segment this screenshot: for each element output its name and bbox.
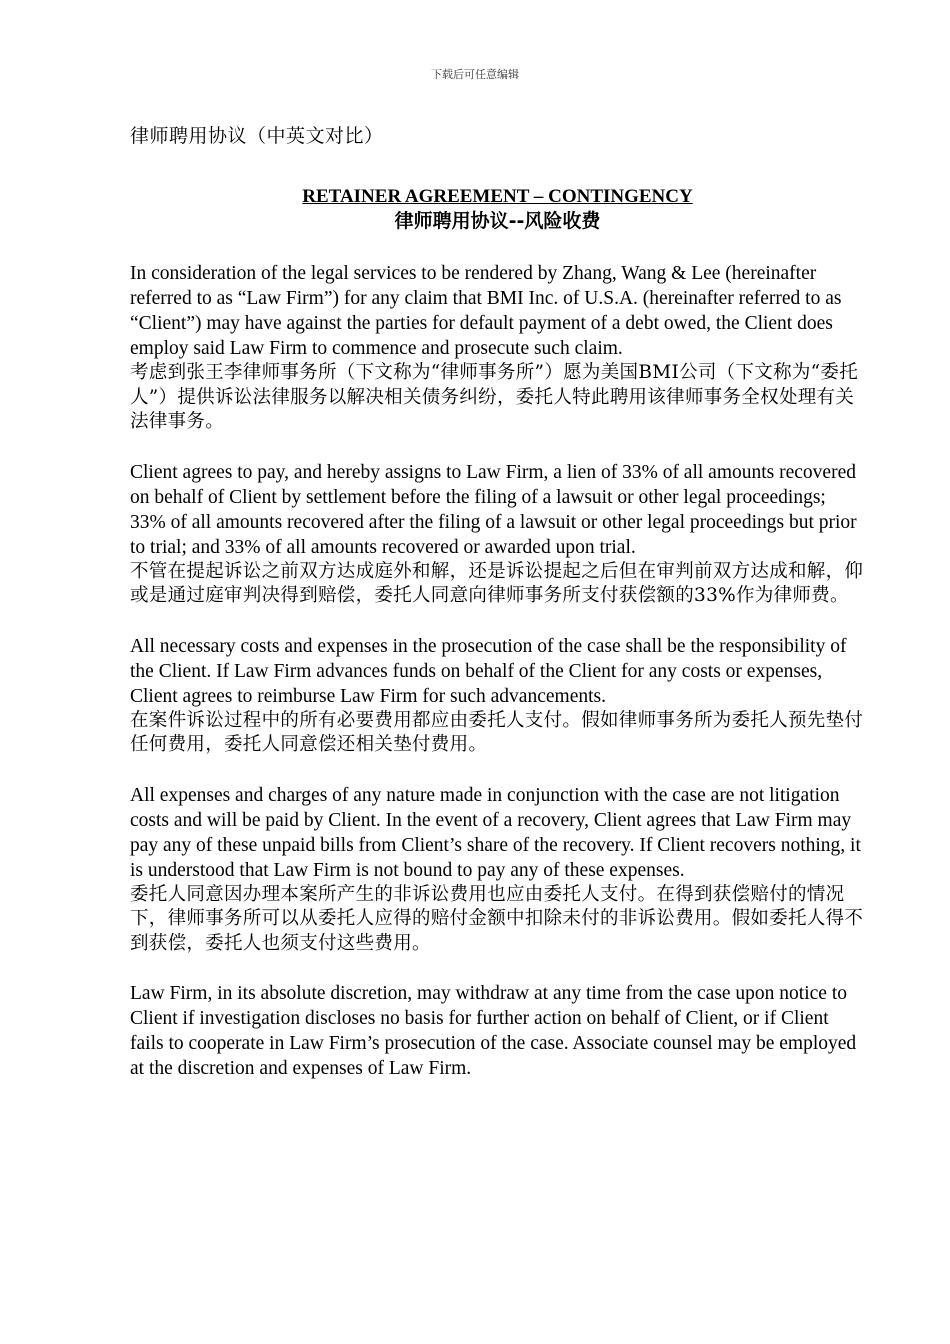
clause-engagement [130,261,865,435]
clause-fee-lien [130,460,865,609]
agreement-title-chinese: 律师聘用协议--风险收费 [394,210,601,232]
clause-expenses [130,783,865,957]
clause-chinese-text: 在案件诉讼过程中的所有必要费用都应由委托人支付。假如律师事务所为委托人预先垫付任何费用，委托人同意偿还相关垫付费用。 [130,709,864,755]
agreement-title-english: RETAINER AGREEMENT – CONTINGENCY [302,186,693,207]
clause-withdrawal [130,981,865,1081]
header-note: 下载后可任意编辑 [431,68,519,81]
clause-english-text: In consideration of the legal services to be rendered by Zhang, Wang & Lee (hereinafter referred to as “Law Firm”) for any claim that BMI Inc. of U.S.A. (hereinafter referred to as “Client”) may have against the parties for default payment of a debt owed, the Client does employ said Law Firm to commence and prosecute such claim. [130,263,842,359]
clause-english-text: Law Firm, in its absolute discretion, may withdraw at any time from the case upon notice to Client if investigation discloses no basis for further action on behalf of Client, or if Client fails to cooperate in Law Firm’s prosecution of the case. Associate counsel may be employed at the discretion and expenses of Law Firm. [130,983,857,1079]
document-body [130,123,865,1106]
clause-english-text: Client agrees to pay, and hereby assigns to Law Firm, a lien of 33% of all amounts recovered on behalf of Client by settlement before the filing of a lawsuit or other legal proceedings; 33% of all amounts recovered after the filing of a lawsuit or other legal proceedings but prior to trial; and 33% of all amounts recovered or awarded upon trial. [130,461,857,558]
clause-costs [130,634,865,758]
clause-english-text: All expenses and charges of any nature made in conjunction with the case are not litigation costs and will be paid by Client. In the event of a recovery, Client agrees that Law Firm may pay any of these unpaid bills from Client’s share of the recovery. If Client recovers nothing, it is understood that Law Firm is not bound to pay any of these expenses. [130,784,861,881]
clause-chinese-text: 考虑到张王李律师事务所（下文称为“律师事务所”）愿为美国BMI公司（下文称为“委托人”）提供诉讼法律服务以解决相关债务纠纷，委托人特此聘用该律师事务全权处理有关法律事务。 [130,362,859,432]
clause-chinese-text: 委托人同意因办理本案所产生的非诉讼费用也应由委托人支付。在得到获偿赔付的情况下，律师事务所可以从委托人应得的赔付金额中扣除未付的非诉讼费用。假如委托人得不到获偿，委托人也须支付这些费用。 [130,883,864,954]
clause-english-text: All necessary costs and expenses in the prosecution of the case shall be the responsibility of the Client. If Law Firm advances funds on behalf of the Client for any costs or expenses, Client agrees to reimburse Law Firm for such advancements. [130,635,847,707]
document-subtitle: 律师聘用协议（中英文对比） [130,125,384,147]
clause-chinese-text: 不管在提起诉讼之前双方达成庭外和解，还是诉讼提起之后但在审判前双方达成和解，仰或是通过庭审判决得到赔偿，委托人同意向律师事务所支付获偿额的33%作为律师费。 [130,560,864,606]
